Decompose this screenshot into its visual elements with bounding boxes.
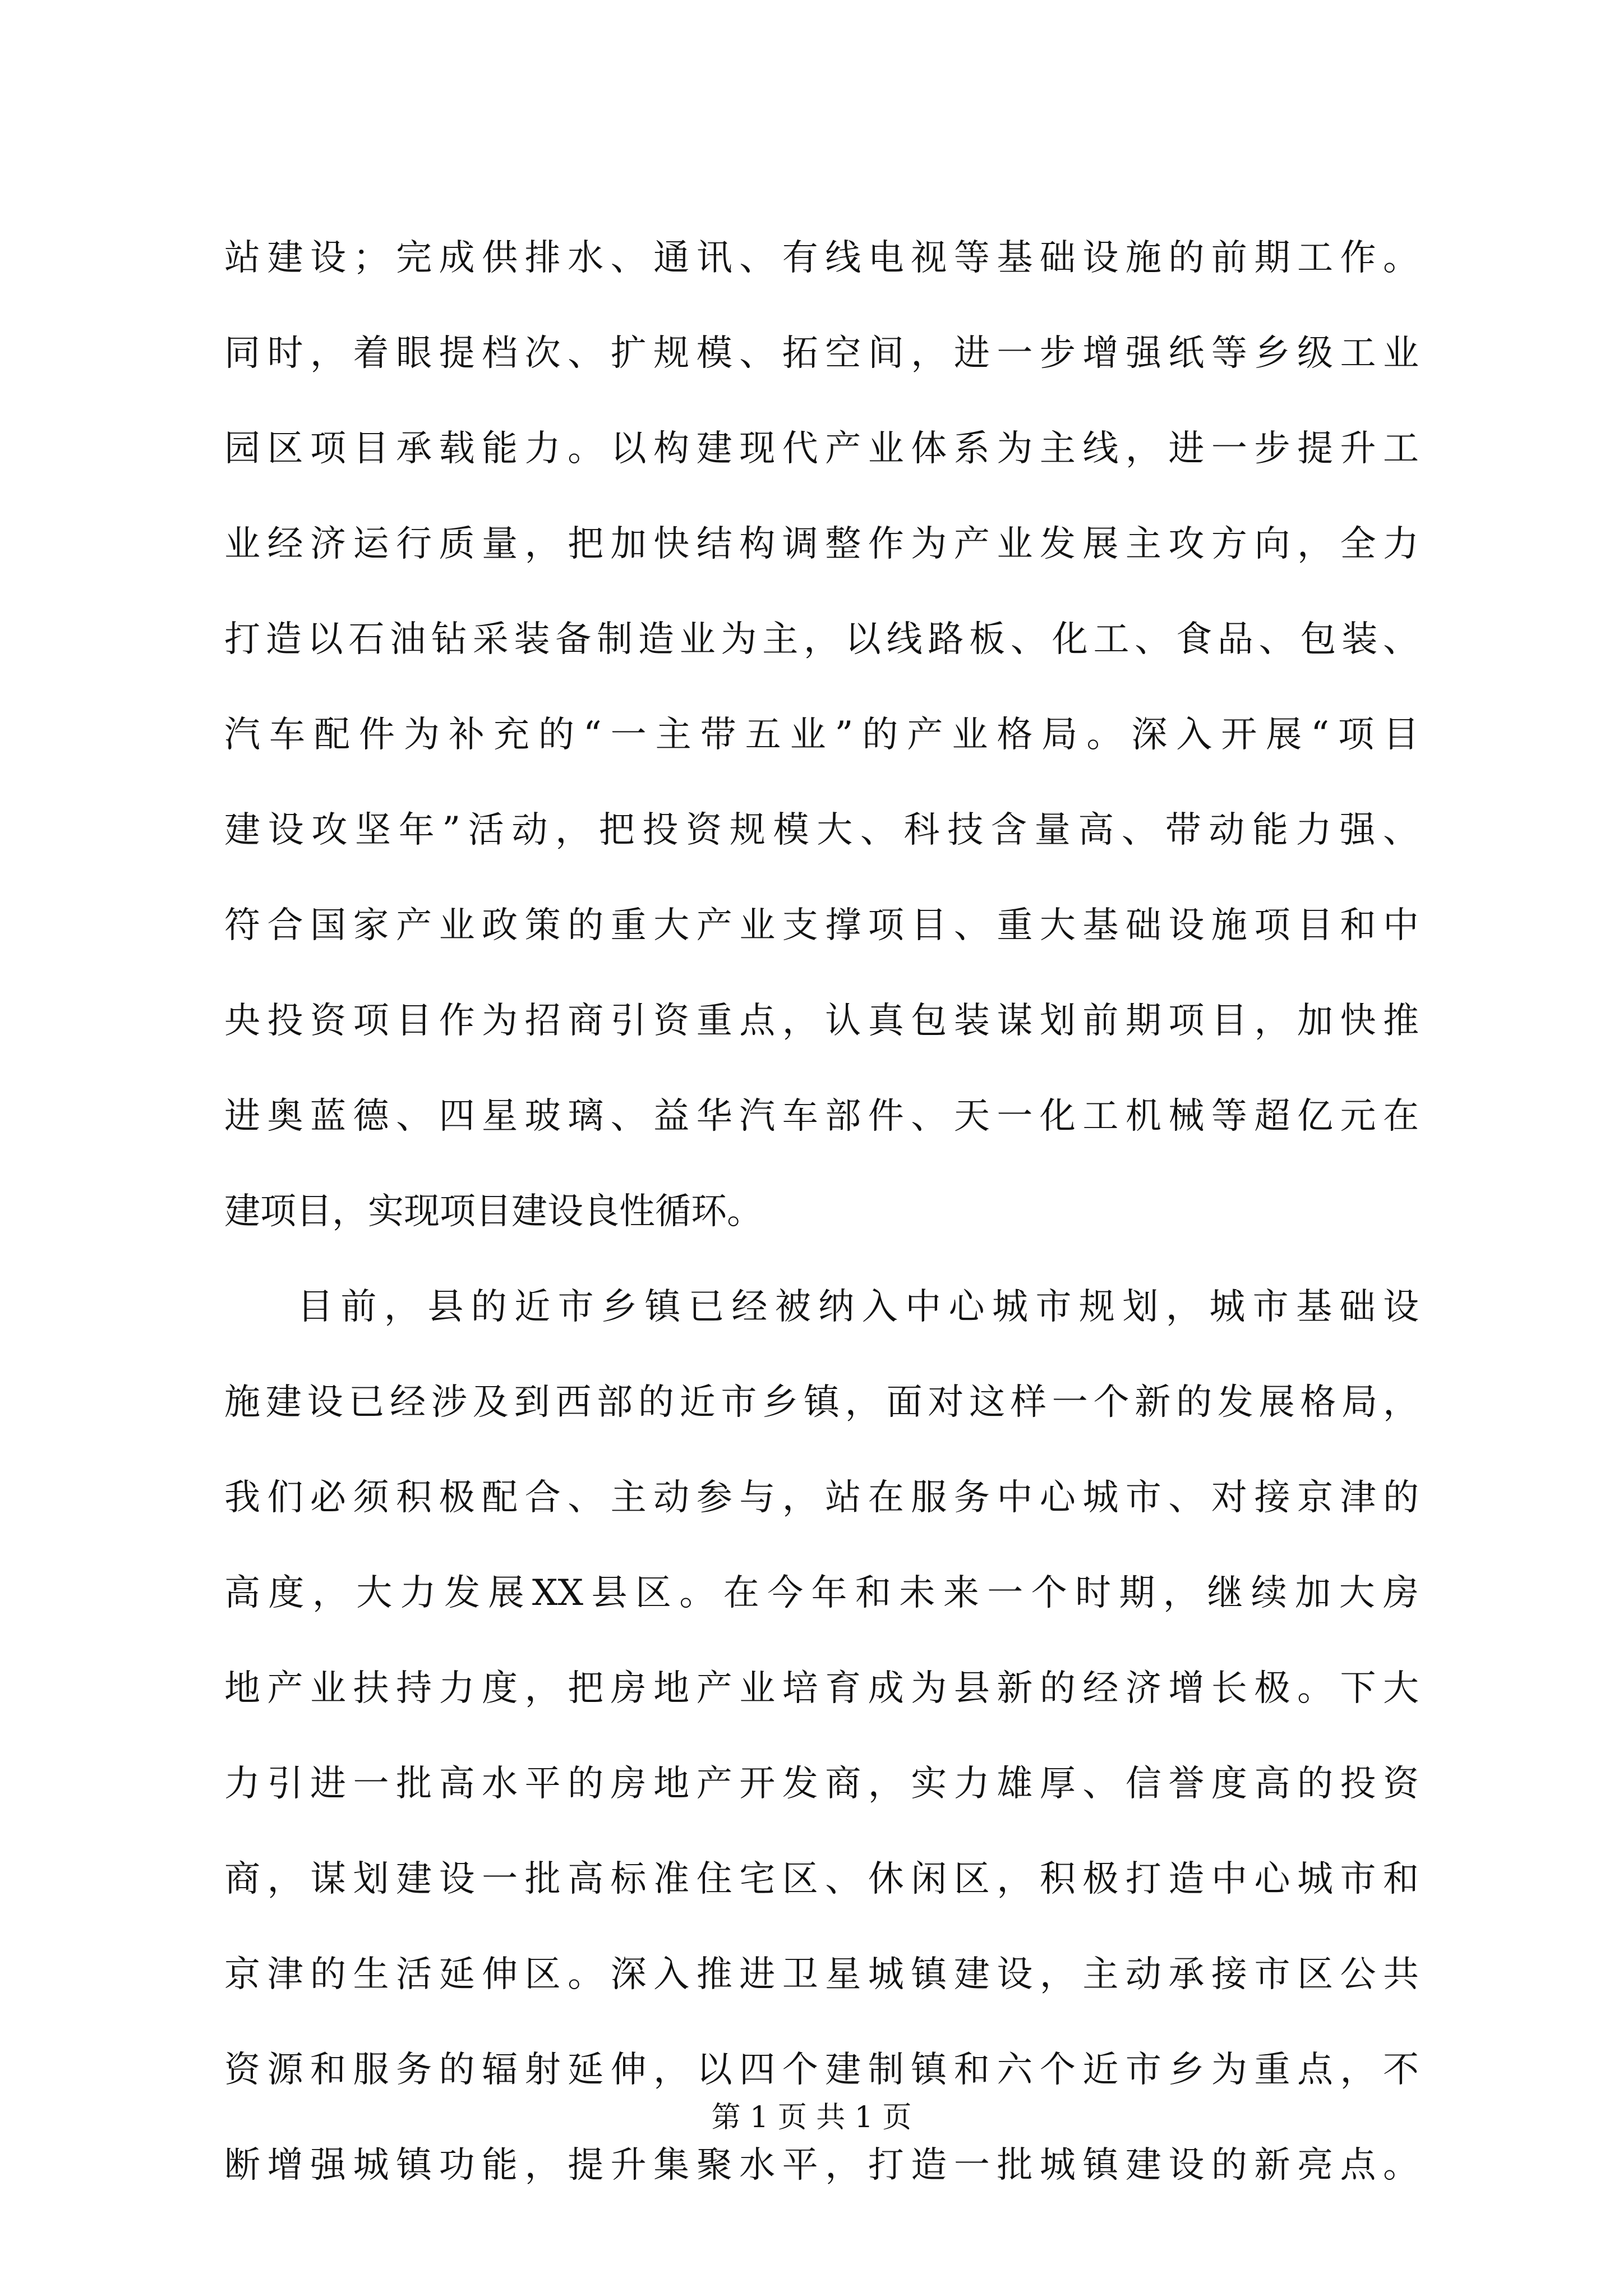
paragraph-1-line-3: 园区项目承载能力。以构建现代产业体系为主线，进一步提升工 — [224, 428, 1419, 470]
paragraph-1-line-5: 打造以石油钻采装备制造业为主，以线路板、化工、食品、包装、 — [224, 619, 1419, 660]
document-body — [224, 210, 1419, 2213]
paragraph-2-line-4: 高度，大力发展XX县区。在今年和未来一个时期，继续加大房 — [224, 1572, 1419, 1614]
page-number-label: 第 1 页 共 1 页 — [711, 2101, 912, 2134]
paragraph-2-line-8: 京津的生活延伸区。深入推进卫星城镇建设，主动承接市区公共 — [224, 1954, 1419, 1995]
paragraph-2-line-1: 目前，县的近市乡镇已经被纳入中心城市规划，城市基础设 — [297, 1286, 1419, 1328]
paragraph-1-line-7: 建设攻坚年”活动，把投资规模大、科技含量高、带动能力强、 — [224, 809, 1419, 851]
paragraph-1-line-6: 汽车配件为补充的“一主带五业”的产业格局。深入开展“项目 — [224, 714, 1419, 756]
page-footer — [0, 2098, 1623, 2137]
paragraph-2-line-3: 我们必须积极配合、主动参与，站在服务中心城市、对接京津的 — [224, 1477, 1419, 1519]
paragraph-1-line-2: 同时，着眼提档次、扩规模、拓空间，进一步增强纸等乡级工业 — [224, 333, 1419, 374]
paragraph-2-line-2: 施建设已经涉及到西部的近市乡镇，面对这样一个新的发展格局， — [224, 1382, 1419, 1423]
paragraph-2-line-9: 资源和服务的辐射延伸，以四个建制镇和六个近市乡为重点，不 — [224, 2049, 1419, 2091]
paragraph-2-line-6: 力引进一批高水平的房地产开发商，实力雄厚、信誉度高的投资 — [224, 1763, 1419, 1805]
paragraph-1-line-9: 央投资项目作为招商引资重点，认真包装谋划前期项目，加快推 — [224, 1000, 1419, 1042]
paragraph-2-line-5: 地产业扶持力度，把房地产业培育成为县新的经济增长极。下大 — [224, 1668, 1419, 1709]
paragraph-1-line-11: 建项目，实现项目建设良性循环。 — [224, 1191, 763, 1232]
paragraph-1-line-1: 站建设；完成供排水、通讯、有线电视等基础设施的前期工作。 — [224, 237, 1419, 279]
paragraph-1-line-4: 业经济运行质量，把加快结构调整作为产业发展主攻方向，全力 — [224, 523, 1419, 565]
paragraph-1-line-10: 进奥蓝德、四星玻璃、益华汽车部件、天一化工机械等超亿元在 — [224, 1096, 1419, 1137]
paragraph-2-line-10: 断增强城镇功能，提升集聚水平，打造一批城镇建设的新亮点。 — [224, 2145, 1419, 2186]
paragraph-1-line-8: 符合国家产业政策的重大产业支撑项目、重大基础设施项目和中 — [224, 905, 1419, 946]
paragraph-2-line-7: 商，谋划建设一批高标准住宅区、休闲区，积极打造中心城市和 — [224, 1858, 1419, 1900]
